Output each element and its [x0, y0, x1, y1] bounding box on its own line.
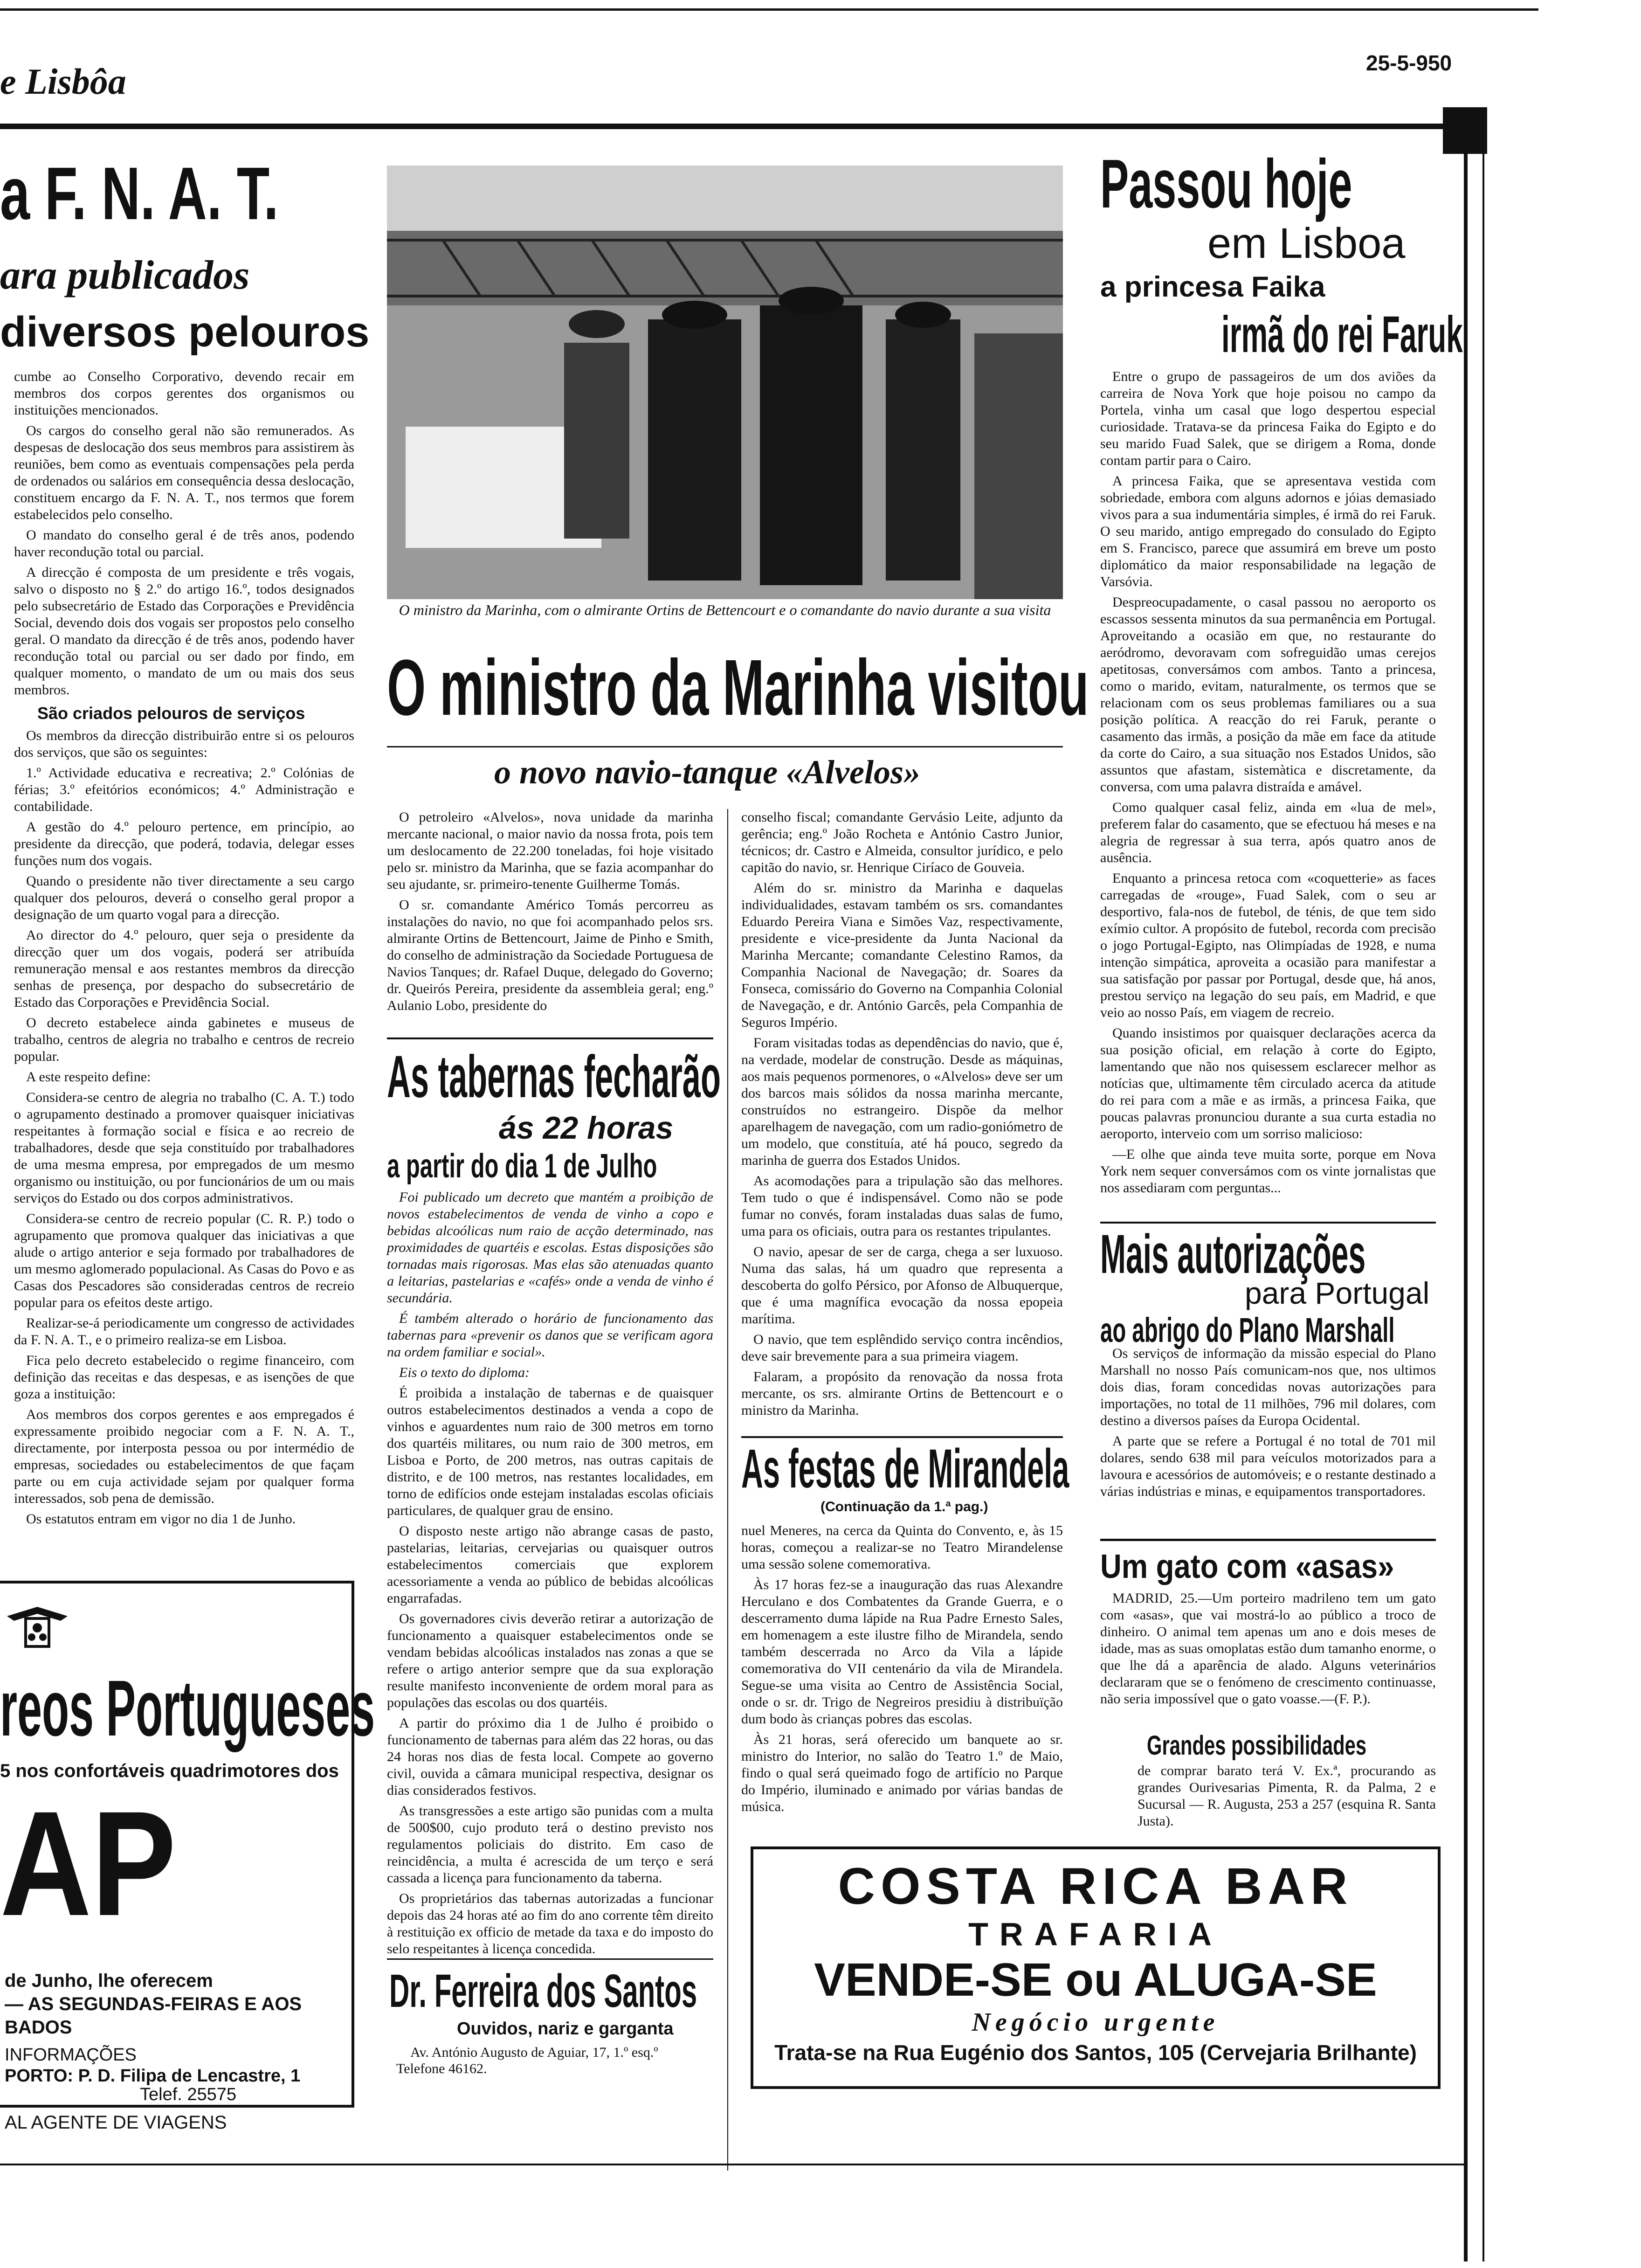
- possibilidades-text: de comprar barato terá V. Ex.ª, procurando as grandes Ourivesarias Pimenta, R. da Palma, 2 e Sucursal — R. Augusta, 253 a 257 (esquina R. Santa Justa).: [1138, 1763, 1436, 1829]
- fnat-para: Quando o presidente não tiver directamente a seu cargo qualquer dos pelouros, deverá o conselho geral propor a designação de um quarto vogal para a direcção.: [14, 873, 354, 922]
- faika-para: Despreocupadamente, o casal passou no aeroporto os escassos sessenta minutos da sua permanência em Portugal. Aproveitando a ocasião em que, no restaurante do aeródromo, devoravam com sofreguidão umas cerejos apetitosas, conversámos com ambos. Tanto a princesa, como o marido, evitam, naturalmente, os termos que se relacionam com os seus problemas familiares ou a sua posição política. A reacção do rei Faruk, perante o casamento das irmãs, a posição da mãe em face da atitude da corte do Cairo, a sua situação nos Estados Unidos, são assuntos que afastam, sistemàtica e discretamente, da conversa, com uma palavra distraída e amável.: [1100, 595, 1436, 795]
- marinha-subhead: o novo navio-tanque «Alvelos»: [494, 754, 920, 791]
- tap-line3: — AS SEGUNDAS-FEIRAS E AOS: [5, 1994, 302, 2014]
- faika-para: Quando insistimos por quaisquer declarações acerca da sua posição oficial, em relação à corte do Egipto, lamentando que não nos quisessem esclarecer melhor as notícias que, ultimamente têm circulado acerca da atitude do rei para com a mãe e as irmãs, a princesa Faika, que poucas palavras pronunciou durante a sua curta estadia no aeroporto, interveio com um sorriso malicioso:: [1100, 1025, 1436, 1141]
- marinha-para: O navio, que tem esplêndido serviço contra incêndios, deve sair brevemente para a sua primeira viagem.: [741, 1332, 1063, 1364]
- fnat-para: Fica pelo decreto estabelecido o regime financeiro, com definição das receitas e das despesas, e as isenções de que goza a instituição:: [14, 1353, 354, 1402]
- tap-line2: de Junho, lhe oferecem: [5, 1971, 213, 1991]
- section-title: e Lisbôa: [0, 61, 126, 102]
- tap-line7: Telef. 25575: [140, 2085, 237, 2104]
- faika-para: A princesa Faika, que se apresentava vestida com sobriedade, embora com alguns adornos e jóias demasiado vivos para a sua indumentária simples, é irmã do rei Faruk. O seu marido, antigo empregado do consulado do Egipto em S. Francisco, parece que assumirá em breve um posto diplomático da maior responsabilidade na legação de Varsóvia.: [1100, 473, 1436, 589]
- right-margin-rule: [1464, 154, 1468, 2261]
- right-margin-rule-2: [1482, 154, 1484, 2261]
- fnat-para: Realizar-se-á periodicamente um congresso de actividades da F. N. A. T., e o primeiro realiza-se em Lisboa.: [14, 1315, 354, 1348]
- tap-line4: BADOS: [5, 2017, 72, 2038]
- fnat-para: O mandato do conselho geral é de três anos, podendo haver recondução total ou parcial.: [14, 527, 354, 560]
- marinha-para: Além do sr. ministro da Marinha e daquelas individualidades, estavam também os srs. comandantes Eduardo Pereira Viana e Simões Vaz, respectivamente, presidente e vice-presidente da Junta Nacional da Marinha Mercante; comandante Celestino Ramos, da Companhia Nacional de Navegação; dr. Soares da Fonseca, comissário do Governo na Companhia Colonial de Navegação, e dr. António Garcês, pela Companhia de Seguros Império.: [741, 880, 1063, 1030]
- tabernas-article: [387, 1189, 713, 1961]
- fnat-para: Os cargos do conselho geral não são remunerados. As despesas de deslocação dos seus membros para assistirem às reuniões, bem como as eventuais compensações pela perda de ordenados ou salários em consequência dessa deslocação, constituem encargo da F. N. A. T., nos termos que forem estabelecidos pelo conselho.: [14, 423, 354, 522]
- mirandela-article: [741, 1522, 1063, 1819]
- marinha-para: Foram visitadas todas as dependências do navio, que é, na verdade, modelar de construção. Desde as máquinas, aos mais pequenos pormenores, o «Alvelos» deve ser um dos barcos mais sólidos da nossa marinha mercante, construídos no estrangeiro. Dispõe da melhor aparelhagem de navegação, com um radio-goniómetro de um modelo, que constituía, até há pouco, segredo da marinha de guerra dos Estados Unidos.: [741, 1035, 1063, 1168]
- marinha-para: conselho fiscal; comandante Gervásio Leite, adjunto da gerência; eng.º João Rocheta e António Castro Junior, técnicos; dr. Castro e Almeida, consultor jurídico, e pelo capitão do navio, sr. Henrique Ciríaco de Gouveia.: [741, 809, 1063, 875]
- fnat-para: A direcção é composta de um presidente e três vogais, salvo o disposto no § 2.º do artigo 16.º, todos designados pelo subsecretário de Estado das Corporações e Previdência Social, devendo dois dos vogais ser propostos pelo conselho geral. O mandato da direcção é de três anos, podendo haver recondução total ou parcial ou ser dado por findo, em qualquer momento, o mandato de um ou mais dos seus membros.: [14, 565, 354, 698]
- fnat-headline: a F. N. A. T.: [0, 152, 279, 235]
- news-photo: [387, 166, 1063, 599]
- fnat-subhead: ara publicados: [0, 253, 250, 298]
- marinha-headline: O ministro da Marinha visitou: [387, 643, 1089, 732]
- fnat-para: Aos membros dos corpos gerentes e aos empregados é expressamente proibido negociar com a F. N. A. T., directamente, por interposta pessoa ou por intermédio de empresas, sociedades ou estabelecimentos de que façam parte ou em cuja actividade sejam por qualquer forma interessados, sob pena de demissão.: [14, 1407, 354, 1506]
- photo-caption: O ministro da Marinha, com o almirante Ortins de Bettencourt e o comandante do navio durante a sua visita: [399, 602, 1051, 618]
- fnat-para: A este respeito define:: [26, 1069, 151, 1085]
- column-rule: [727, 809, 728, 2171]
- costa-line3: VENDE-SE ou ALUGA-SE: [814, 1954, 1377, 2006]
- tap-brand: reos Portugueses: [0, 1664, 375, 1753]
- gato-article: [1100, 1590, 1436, 1711]
- tap-logo: AP: [0, 1780, 176, 1947]
- tabernas-sub2: a partir do dia 1 de Julho: [387, 1148, 657, 1185]
- tabernas-sub1: ás 22 horas: [499, 1110, 674, 1146]
- fnat-para: Ao director do 4.º pelouro, quer seja o presidente da direcção quer um dos vogais, poderá ser atribuída remuneração mensal e aos restantes membros da direcção senhas de presença, por despacho do subsecretário de Estado das Corporações e Previdência Social.: [14, 927, 354, 1010]
- mirandela-headline: As festas de Mirandela: [741, 1438, 1069, 1500]
- faika-headline-3: a princesa Faika: [1100, 271, 1325, 303]
- fnat-para: A gestão do 4.º pelouro pertence, em princípio, ao presidente da direcção, que poderá, todavia, delegar esses funções num dos vogais.: [14, 819, 354, 868]
- tabernas-para: O disposto neste artigo não abrange casas de pasto, pastelarias, leitarias, cervejarias ou quaisquer outros estabelecimentos comerciais que explorem acessoriamente a venda ao público de bebidas alcoólicas engarrafadas.: [387, 1523, 713, 1606]
- faika-headline-2: em Lisboa: [1207, 220, 1406, 267]
- tabernas-rule: [387, 1037, 713, 1039]
- tabernas-para: As transgressões a este artigo são punidas com a multa de 500$00, cujo produto terá o destino previsto nos regulamentos policiais do distrito. Em caso de reincidência, a multa é acrescida de um terço e será cassada a licença para funcionamento da taberna.: [387, 1803, 713, 1886]
- tabernas-headline: As tabernas fecharão: [387, 1044, 721, 1110]
- gato-rule: [1100, 1539, 1436, 1541]
- tabernas-para: Os governadores civis deverão retirar a autorização de funcionamento a quaisquer estabelecimentos onde se vendam bebidas alcoólicas instalados nas zonas a que se refere o artigo anterior sempre que da sua exploração resulte manifesto inconveniente de ordem moral para as populações das escolas ou dos quartéis.: [387, 1611, 713, 1710]
- mirandela-para: Às 21 horas, será oferecido um banquete ao sr. ministro do Interior, no salão do Teatro 1.º de Maio, findo o qual será queimado fogo de artifício no Parque do Império, iluminado e animado por várias bandas de música.: [741, 1732, 1063, 1814]
- tabernas-para: A partir do próximo dia 1 de Julho é proibido o funcionamento de tabernas para além das 22 horas, ou das 24 horas nos dias de festa local. Compete ao governo civil, ouvida a câmara municipal respectiva, designar os dias considerados festivos.: [387, 1715, 713, 1798]
- corner-block: [1443, 107, 1487, 154]
- doctor-ad-rule: [387, 1958, 713, 1960]
- tap-line5: INFORMAÇÕES: [5, 2045, 137, 2065]
- gato-text: MADRID, 25.—Um porteiro madrileno tem um gato com «asas», que vai mostrá-lo ao público a troco de dinheiro. O animal tem apenas um ano e dois meses de idade, mas as suas omoplatas estão dum tamanho enorme, o que lhe dá a aparência de alado. Alguns veterinários declararam que se o fenómeno de crescimento continuasse, não seria impossível que o gato voasse.—(F. P.).: [1100, 1590, 1436, 1707]
- faika-para: Como qualquer casal feliz, ainda em «lua de mel», preferem falar do casamento, que se efectuou há meses e na alegria de regressar à sua terra, após quatro anos de ausência.: [1100, 800, 1436, 865]
- marinha-para: As acomodações para a tripulação são das melhores. Tem tudo o que é indispensável. Como não se pode fumar no convés, foram instaladas duas salas de fumo, uma para os oficiais, outra para os restantes tripulantes.: [741, 1173, 1063, 1239]
- costa-line5: Trata-se na Rua Eugénio dos Santos, 105 (Cervejaria Brilhante): [774, 2040, 1417, 2065]
- marshall-headline: Mais autorizações: [1100, 1224, 1366, 1285]
- costa-line2: TRAFARIA: [968, 1916, 1223, 1952]
- marinha-para: O navio, apesar de ser de carga, chega a ser luxuoso. Numa das salas, há um quadro que representa a descoberta do golfo Pérsico, por Afonso de Albuquerque, que é uma magnífica evocação da nossa epopeia marítima.: [741, 1244, 1063, 1327]
- fnat-para: Os estatutos entram em vigor no dia 1 de Junho.: [26, 1511, 296, 1527]
- fnat-para: Os membros da direcção distribuirão entre si os pelouros dos serviços, que são os seguintes:: [14, 728, 354, 760]
- faika-para: Entre o grupo de passageiros de um dos aviões da carreira de Nova York que hoje poisou no campo da Portela, vinha um casal que logo despertou especial curiosidade. Tratava-se da princesa Faika do Egipto e do seu marido Fuad Salek, que se dirigem a Roma, donde contam partir para o Cairo.: [1100, 369, 1436, 468]
- faika-para: —E olhe que ainda teve muita sorte, porque em Nova York nem sequer conversámos com os vinte jornalistas que nos assediaram com perguntas...: [1100, 1147, 1436, 1196]
- airline-emblem: [5, 1597, 70, 1658]
- doctor-specialty: Ouvidos, nariz e garganta: [457, 2019, 674, 2039]
- tabernas-para: Os proprietários das tabernas autorizadas a funcionar depois das 24 horas até ao fim do ano corrente têm direito à restituição ex officio de metade da taxa e do imposto do selo respeitantes à licença concedida.: [387, 1891, 713, 1957]
- fnat-subhead-2: diversos pelouros: [0, 308, 370, 356]
- masthead-rule: [0, 124, 1457, 129]
- tap-line8: AL AGENTE DE VIAGENS: [5, 2112, 227, 2133]
- faika-article: [1100, 368, 1436, 1200]
- tap-line1: 5 nos confortáveis quadrimotores dos: [0, 1761, 339, 1781]
- marinha-para: O petroleiro «Alvelos», nova unidade da marinha mercante nacional, o maior navio da nossa frota, pois tem um deslocamento de 22.200 toneladas, foi hoje visitado pelo sr. ministro da Marinha, que se fazia acompanhar do seu ajudante, sr. primeiro-tenente Guilherme Tomás.: [387, 809, 713, 892]
- marinha-rule: [387, 746, 1063, 747]
- fnat-section-title: São criados pelouros de serviços: [37, 704, 305, 723]
- fnat-article: [14, 368, 354, 1531]
- tabernas-para: É proibida a instalação de tabernas e de quaisquer outros estabelecimentos destinados a venda a copo de vinhos e aguardentes num raio de 300 metros em torno dos quartéis militares, ou num raio de 300 metros, em Lisboa e Porto, de 200 metros, nas outras capitais de distrito, e de 100 metros, nas restantes localidades, em torno de edifícios onde estejam instaladas escolas oficiais particulares, de qualquer grau de ensino.: [387, 1385, 713, 1518]
- tabernas-intro: É também alterado o horário de funcionamento das tabernas para «prevenir os danos que se verificam agora na ordem familiar e social».: [387, 1311, 713, 1360]
- marshall-headline-2: para Portugal: [1245, 1276, 1430, 1310]
- fnat-para: cumbe ao Conselho Corporativo, devendo recair em membros dos corpos gerentes dos organismos ou instituições mencionados.: [14, 369, 354, 418]
- bottom-rule: [0, 2164, 1464, 2165]
- marinha-para: Falaram, a propósito da renovação da nossa frota mercante, os srs. almirante Ortins de Bettencourt e o ministro da Marinha.: [741, 1369, 1063, 1418]
- faika-para: Enquanto a princesa retoca com «coquetterie» as faces carregadas de «rouge», Fuad Salek, com o seu ar desportivo, fala-nos de futebol, de ténis, de que tem sido exímio cultor. A propósito de futebol, recorda com precisão o jogo Portugal-Egipto, nas Olimpíadas de 1928, e numa intenção simpática, aproveita a ocasião para manifestar a sua satisfação por passar por Portugal, desde que, há anos, prestou serviço na legação do seu país, em Madrid, e que veio ao nosso País, em viagem de recreio.: [1100, 871, 1436, 1020]
- fnat-para: O decreto estabelece ainda gabinetes e museus de trabalho, centros de alegria no trabalho e centros de recreio popular.: [14, 1015, 354, 1064]
- tap-ad: [0, 1581, 375, 2108]
- marshall-article: [1100, 1345, 1436, 1504]
- tabernas-intro: Eis o texto do diploma:: [399, 1365, 530, 1380]
- ship-deck-photo-icon: [387, 166, 1063, 599]
- marshall-para: Os serviços de informação da missão especial do Plano Marshall no nosso País comunicam-nos que, nos ultimos dois dias, foram concedidas novas autorizações para importações, no total de 11 milhões, 796 mil dolares, com destino a diversos países da Europa Ocidental.: [1100, 1346, 1436, 1428]
- faika-headline: Passou hoje: [1100, 145, 1352, 222]
- tap-line6: PORTO: P. D. Filipa de Lencastre, 1: [5, 2066, 301, 2086]
- marinha-para: O sr. comandante Américo Tomás percorreu as instalações do navio, no que foi acompanhado pelos srs. almirante Ortins de Bettencourt, Jaime de Pinho e Smith, do conselho de administração da Sociedade Portuguesa de Navios Tanques; dr. Rafael Duque, delegado do Governo; dr. Queirós Pereira, presidente da assembleia geral; eng.º Aulanio Lobo, presidente do: [387, 897, 713, 1013]
- fnat-para: Considera-se centro de recreio popular (C. R. P.) todo o agrupamento que promova qualquer das iniciativas a que alude o artigo anterior e seja formado por trabalhadores de um mesmo aglomerado populacional. As Casas do Povo e as Casas dos Pescadores são consideradas centros de recreio popular para os efeitos deste artigo.: [14, 1211, 354, 1310]
- marshall-headline-3: ao abrigo do Plano Marshall: [1100, 1311, 1395, 1349]
- costa-line1: COSTA RICA BAR: [838, 1858, 1353, 1915]
- marshall-para: A parte que se refere a Portugal é no total de 701 mil dolares, sendo 638 mil para veículos motorizados para a lavoura e acessórios de automóveis; e o restante destinado a várias indústrias e minas, e equipamentos transportadores.: [1100, 1433, 1436, 1499]
- wings-icon: [5, 1597, 70, 1658]
- costa-line4: Negócio urgente: [972, 2008, 1220, 2037]
- tabernas-intro: Foi publicado um decreto que mantém a proibição de novos estabelecimentos de venda de vinho a copo e bebidas alcoólicas num raio de acção determinado, nas proximidades de quartéis e escolas. Estas disposições são tornadas mais rigorosas. Mas elas são atenuadas quanto a leitarias, pastelarias e «cafés» onde a venda de vinho é secundária.: [387, 1189, 713, 1306]
- mirandela-para: nuel Meneres, na cerca da Quinta do Convento, e, às 15 horas, começou a realizar-se no Teatro Mirandelense uma sessão solene comemorativa.: [741, 1523, 1063, 1572]
- doctor-name: Dr. Ferreira dos Santos: [389, 1965, 697, 2017]
- doctor-phone: Telefone 46162.: [396, 2061, 487, 2076]
- fnat-para: 1.º Actividade educativa e recreativa; 2.º Colónias de férias; 3.º efeitórios económicos; 4.º Administração e contabilidade.: [14, 765, 354, 814]
- possibilidades-headline: Grandes possibilidades: [1147, 1730, 1367, 1761]
- faika-headline-4: irmã do rei Faruk: [1221, 306, 1463, 363]
- doctor-address: Av. António Augusto de Aguiar, 17, 1.º esq.º: [410, 2045, 658, 2060]
- issue-date: 25-5-950: [1366, 51, 1452, 75]
- marinha-col1: [387, 809, 713, 1018]
- gato-headline: Um gato com «asas»: [1100, 1548, 1394, 1585]
- fnat-para: Considera-se centro de alegria no trabalho (C. A. T.) todo o agrupamento destinado a promover quaisquer iniciativas respeitantes à formação social e física e ao recreio de trabalhadores, desde que seja constituído por trabalhadores de uma mesma empresa, por empregados de um mesmo organismo ou instituição, ou por funcionários de um ou mais serviços do Estado ou dos corpos administrativos.: [14, 1090, 354, 1206]
- marinha-col2: [741, 809, 1063, 1423]
- top-rule: [0, 8, 1538, 11]
- costa-rica-ad: [751, 1846, 1441, 2089]
- possibilidades-article: [1138, 1763, 1436, 1833]
- mirandela-continuation: (Continuação da 1.ª pag.): [820, 1499, 988, 1514]
- mirandela-para: Às 17 horas fez-se a inauguração das ruas Alexandre Herculano e dos Combatentes da Grande Guerra, e o descerramento duma lápide na Rua Padre Ernesto Sales, em homenagem a este ilustre filho de Mirandela, sendo também descerrada no Arco da Vila a lápide comemorativa do VII centenário da vila de Mirandela. Segue-se uma visita ao Centro de Assistência Social, onde o sr. dr. Trigo de Negreiros presidiu à distribuïção dum bodo às crianças pobres das escolas.: [741, 1577, 1063, 1727]
